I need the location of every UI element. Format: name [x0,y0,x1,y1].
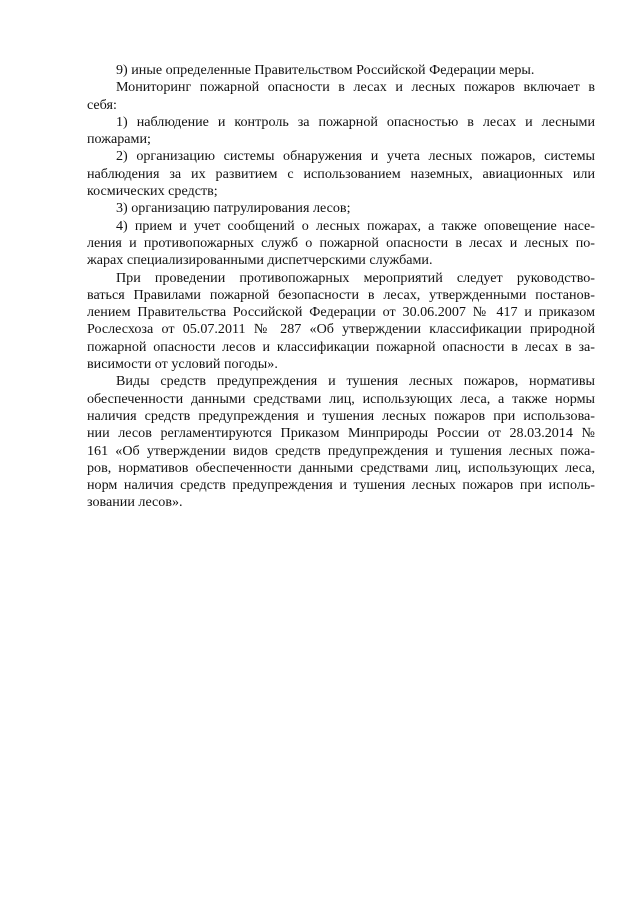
text-line: нии лесов регламентируются Приказом Минприроды России от 28.03.2014 № [87,425,595,442]
text-line: Мониторинг пожарной опасности в лесах и лесных пожаров включает в [116,79,595,96]
text-line: 9) иные определенные Правительством Российской Федерации меры. [116,62,535,78]
text-line: пожарной опасности лесов и классификации пожарной опасности в лесах в за- [87,338,595,355]
text-line: 161 «Об утверждении видов средств предупреждения и тушения лесных пожа- [87,442,595,459]
text-line: 4) прием и учет сообщений о лесных пожарах, а также оповещение насе- [116,217,595,234]
paragraph-fire-safety-rules [87,270,595,374]
text-line: наблюдения за их развитием с использованием наземных, авиационных или [87,165,595,182]
text-line: себя: [87,96,117,113]
text-line: Рослесхоза от 05.07.2011 № 287 «Об утверждении классификации природной [87,321,595,338]
text-line: лением Правительства Российской Федерации от 30.06.2007 № 417 и приказом [87,304,595,321]
paragraph-monitoring-intro [87,79,595,114]
paragraph-fire-equipment-norms [87,373,595,511]
text-line: Виды средств предупреждения и тушения лесных пожаров, нормативы [116,373,595,390]
paragraph-measures-item-9 [87,62,595,79]
paragraph-monitoring-item-3 [87,200,595,217]
text-line: обеспеченности данными средствами лиц, использующих леса, а также нормы [87,390,595,407]
paragraph-monitoring-item-1 [87,114,595,149]
paragraph-monitoring-item-4 [87,218,595,270]
text-line: висимости от условий погоды». [87,356,278,373]
text-line: наличия средств предупреждения и тушения лесных пожаров при использова- [87,407,595,424]
text-line: космических средств; [87,183,218,200]
document-text-body [87,62,595,512]
paragraph-monitoring-item-2 [87,148,595,200]
text-line: жарах специализированными диспетчерскими службами. [87,252,433,269]
text-line: При проведении противопожарных мероприятий следует руководство- [116,269,595,286]
text-line: ров, нормативов обеспеченности данными средствами лиц, использующих леса, [87,459,595,476]
text-line: ления и противопожарных служб о пожарной опасности в лесах и лесных по- [87,234,595,251]
text-line: 1) наблюдение и контроль за пожарной опасностью в лесах и лесными [116,113,595,130]
text-line: норм наличия средств предупреждения и тушения лесных пожаров при исполь- [87,477,595,494]
text-line: ваться Правилами пожарной безопасности в лесах, утвержденными постанов- [87,286,595,303]
text-line: 2) организацию системы обнаружения и учета лесных пожаров, системы [116,148,595,165]
text-line: пожарами; [87,131,151,148]
text-line: 3) организацию патрулирования лесов; [116,200,351,217]
text-line: зовании лесов». [87,494,183,511]
